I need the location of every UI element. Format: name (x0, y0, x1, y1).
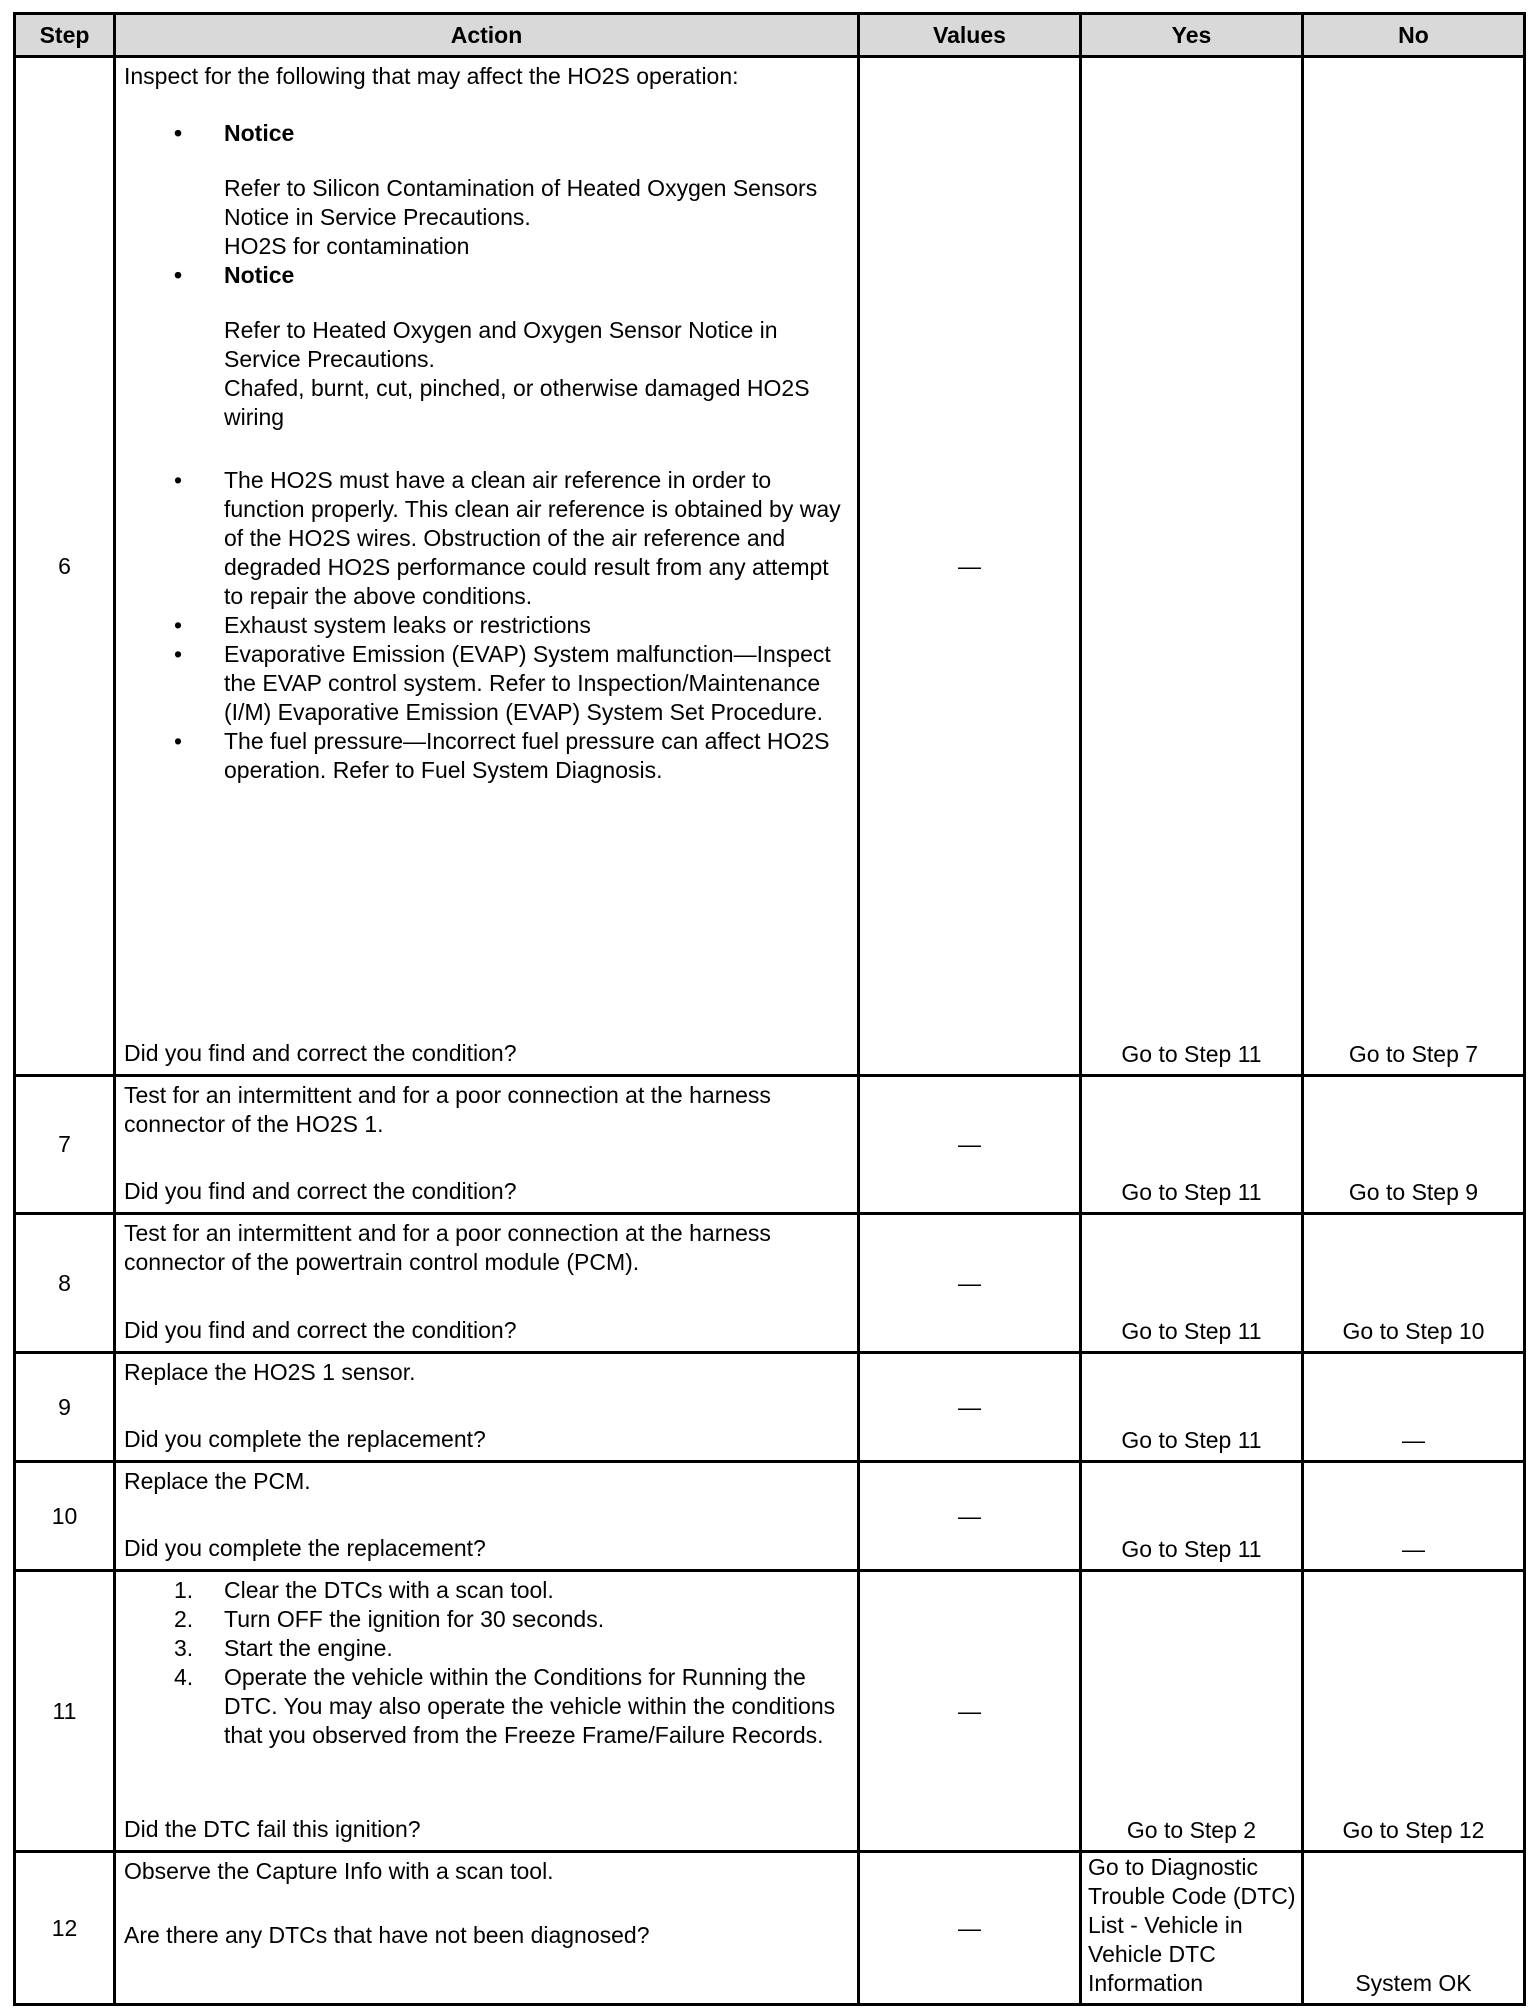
values-cell: — (859, 57, 1081, 1076)
list-number: 4. (174, 1664, 194, 1690)
list-number: 2. (174, 1606, 194, 1632)
step-number: 12 (15, 1852, 115, 2005)
table-row (15, 1571, 1525, 1852)
list-item: • The fuel pressure—Incorrect fuel pressure can affect HO2S operation. Refer to Fuel System Diagnosis. (124, 727, 849, 785)
yes-result: Go to Step 2 (1081, 1571, 1303, 1852)
values-cell: — (859, 1076, 1081, 1214)
yes-result: Go to Diagnostic Trouble Code (DTC) List - Vehicle in Vehicle DTC Information (1081, 1852, 1303, 2005)
question-text: Did you complete the replacement? (124, 1426, 486, 1452)
no-result: — (1303, 1353, 1525, 1462)
header-action: Action (115, 14, 859, 57)
list-text: Turn OFF the ignition for 30 seconds. (224, 1606, 605, 1632)
action-cell (115, 1353, 859, 1462)
bullet-list (124, 119, 849, 174)
action-text: Test for an intermittent and for a poor connection at the harness connector of the powertrain control module (PCM). (124, 1220, 771, 1275)
bullet-list (124, 466, 849, 785)
yes-result: Go to Step 11 (1081, 57, 1303, 1076)
table-row (15, 57, 1525, 1076)
list-number: 3. (174, 1635, 194, 1661)
list-item (124, 1663, 849, 1750)
list-item (124, 1576, 849, 1605)
list-text: Clear the DTCs with a scan tool. (224, 1577, 554, 1603)
numbered-list (124, 1576, 849, 1750)
values-cell: — (859, 1852, 1081, 2005)
action-text: Observe the Capture Info with a scan tool. (124, 1858, 554, 1884)
bullet-list (124, 261, 849, 316)
notice-heading: • Notice (124, 119, 849, 148)
no-result: Go to Step 10 (1303, 1214, 1525, 1353)
table-row (15, 1214, 1525, 1353)
header-row (15, 14, 1525, 57)
list-item: • Evaporative Emission (EVAP) System malfunction—Inspect the EVAP control system. Refer to Inspection/Maintenance (I/M) Evaporative Emission (EVAP) System Set Procedure. (124, 640, 849, 727)
notice-text: Refer to Heated Oxygen and Oxygen Sensor Notice in Service Precautions. (224, 317, 778, 372)
action-text: Replace the PCM. (124, 1468, 311, 1494)
step-number: 7 (15, 1076, 115, 1214)
action-cell (115, 1852, 859, 2005)
action-cell (115, 1462, 859, 1571)
step-number: 11 (15, 1571, 115, 1852)
table-row (15, 1353, 1525, 1462)
question-text: Are there any DTCs that have not been diagnosed? (124, 1922, 650, 1948)
step-number: 9 (15, 1353, 115, 1462)
action-intro: Inspect for the following that may affect the HO2S operation: (124, 63, 739, 89)
header-no: No (1303, 14, 1525, 57)
action-text: Test for an intermittent and for a poor connection at the harness connector of the HO2S 1. (124, 1082, 771, 1137)
no-result: — (1303, 1462, 1525, 1571)
list-text: Start the engine. (224, 1635, 393, 1661)
list-text: Operate the vehicle within the Conditions for Running the DTC. You may also operate the vehicle within the conditions that you observed from the Freeze Frame/Failure Records. (224, 1664, 836, 1748)
values-cell: — (859, 1353, 1081, 1462)
table-row (15, 1462, 1525, 1571)
action-cell (115, 1571, 859, 1852)
values-cell: — (859, 1462, 1081, 1571)
yes-result: Go to Step 11 (1081, 1076, 1303, 1214)
yes-result: Go to Step 11 (1081, 1214, 1303, 1353)
action-cell (115, 1214, 859, 1353)
question-text: Did you find and correct the condition? (124, 1317, 517, 1343)
no-result: Go to Step 12 (1303, 1571, 1525, 1852)
yes-result: Go to Step 11 (1081, 1353, 1303, 1462)
no-result: System OK (1303, 1852, 1525, 2005)
action-text: Replace the HO2S 1 sensor. (124, 1359, 416, 1385)
step-number: 8 (15, 1214, 115, 1353)
values-cell: — (859, 1214, 1081, 1353)
question-text: Did you find and correct the condition? (124, 1040, 517, 1066)
yes-result: Go to Step 11 (1081, 1462, 1303, 1571)
list-item: • The HO2S must have a clean air reference in order to function properly. This clean air reference is obtained by way of the HO2S wires. Obstruction of the air reference and degraded HO2S performance could result from any attempt to repair the above conditions. (124, 466, 849, 611)
diagnostic-table (13, 12, 1526, 2006)
action-cell (115, 57, 859, 1076)
question-text: Did you complete the replacement? (124, 1535, 486, 1561)
inspect-item: Chafed, burnt, cut, pinched, or otherwise damaged HO2S wiring (224, 375, 810, 430)
table-row (15, 1076, 1525, 1214)
header-yes: Yes (1081, 14, 1303, 57)
step-number: 10 (15, 1462, 115, 1571)
list-number: 1. (174, 1577, 194, 1603)
table-row (15, 1852, 1525, 2005)
step-number: 6 (15, 57, 115, 1076)
action-cell (115, 1076, 859, 1214)
list-item: • Exhaust system leaks or restrictions (124, 611, 849, 640)
values-cell: — (859, 1571, 1081, 1852)
no-result: Go to Step 7 (1303, 57, 1525, 1076)
list-item (124, 1634, 849, 1663)
notice-heading: • Notice (124, 261, 849, 290)
notice-text: Refer to Silicon Contamination of Heated Oxygen Sensors Notice in Service Precautions. (224, 175, 818, 230)
header-step: Step (15, 14, 115, 57)
inspect-item: HO2S for contamination (224, 233, 470, 259)
header-values: Values (859, 14, 1081, 57)
no-result: Go to Step 9 (1303, 1076, 1525, 1214)
question-text: Did the DTC fail this ignition? (124, 1816, 421, 1842)
question-text: Did you find and correct the condition? (124, 1178, 517, 1204)
list-item (124, 1605, 849, 1634)
